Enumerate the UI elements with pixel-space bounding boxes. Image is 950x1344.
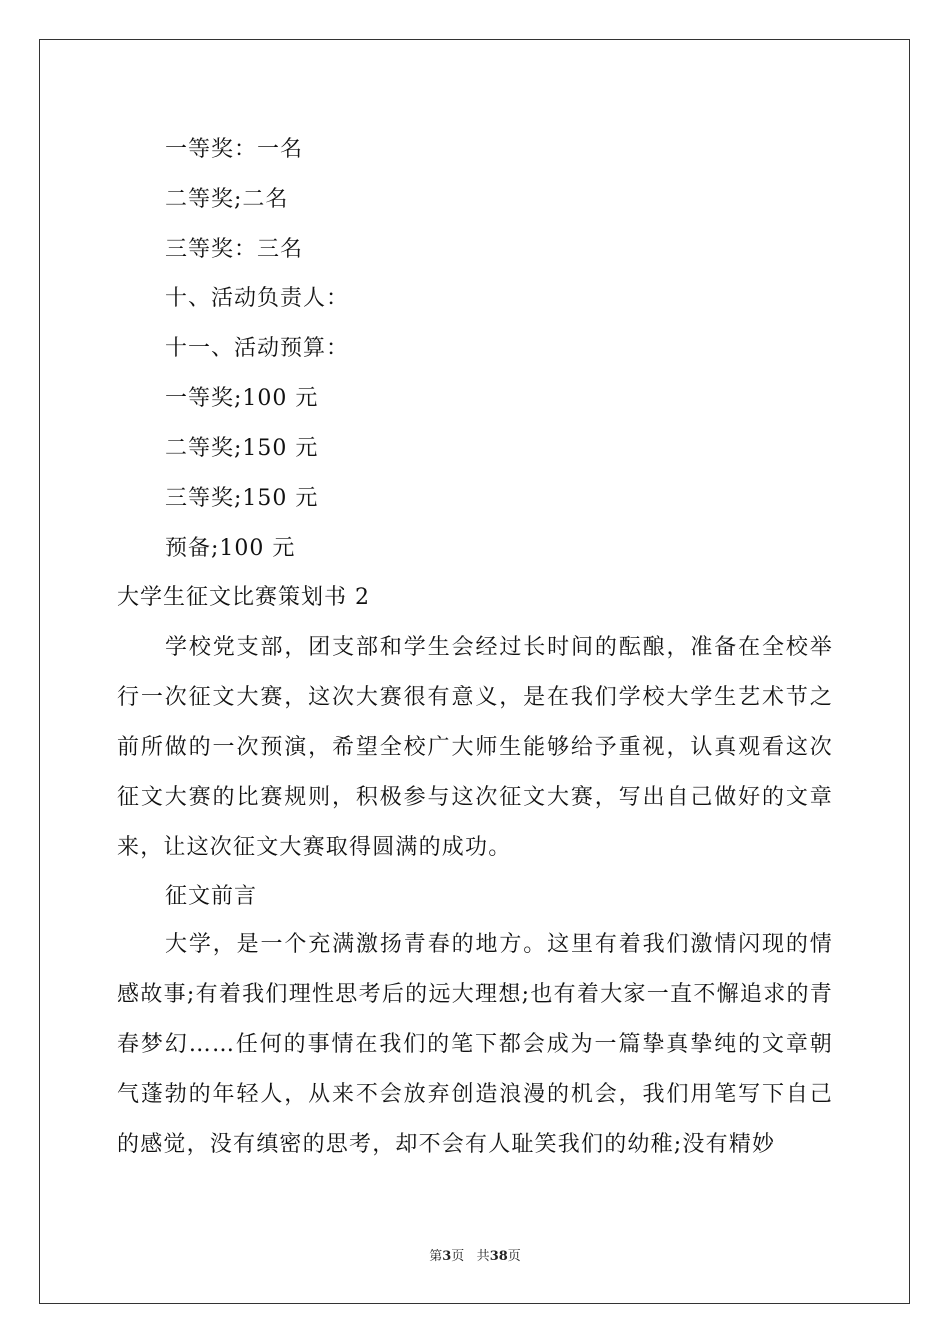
footer-page-number: 3 [442,1249,452,1264]
page-footer [0,1248,950,1266]
budget-line-first: 一等奖;100 元 [165,386,319,411]
footer-page-suffix: 页 [451,1249,465,1264]
footer-total-prefix: 共 [476,1249,490,1264]
footer-total-pages: 38 [489,1249,508,1264]
section-eleven-heading: 十一、活动预算： [165,336,350,361]
budget-line-second: 二等奖;150 元 [165,436,319,461]
budget-line-third: 三等奖;150 元 [165,486,319,511]
section-ten-heading: 十、活动负责人： [165,286,350,311]
preface-heading: 征文前言 [165,884,258,909]
footer-total-suffix: 页 [507,1249,521,1264]
section-title: 大学生征文比赛策划书 2 [117,585,370,610]
award-line-second: 二等奖;二名 [165,187,289,212]
intro-paragraph: 学校党支部，团支部和学生会经过长时间的酝酿，准备在全校举行一次征文大赛，这次大赛很有意义，是在我们学校大学生艺术节之前所做的一次预演，希望全校广大师生能够给予重视，认真观看这次征文大赛的比赛规则，积极参与这次征文大赛，写出自己做好的文章来，让这次征文大赛取得圆满的成功。 [117,635,833,860]
award-line-first: 一等奖：一名 [165,137,304,162]
preface-paragraph: 大学，是一个充满激扬青春的地方。这里有着我们激情闪现的情感故事;有着我们理性思考后的远大理想;也有着大家一直不懈追求的青春梦幻……任何的事情在我们的笔下都会成为一篇挚真挚纯的文章朝气蓬勃的年轻人，从来不会放弃创造浪漫的机会，我们用笔写下自己的感觉，没有缜密的思考，却不会有人耻笑我们的幼稚;没有精妙 [117,932,833,1157]
footer-prefix: 第 [429,1249,443,1264]
budget-line-reserve: 预备;100 元 [165,536,296,561]
award-line-third: 三等奖：三名 [165,237,304,262]
